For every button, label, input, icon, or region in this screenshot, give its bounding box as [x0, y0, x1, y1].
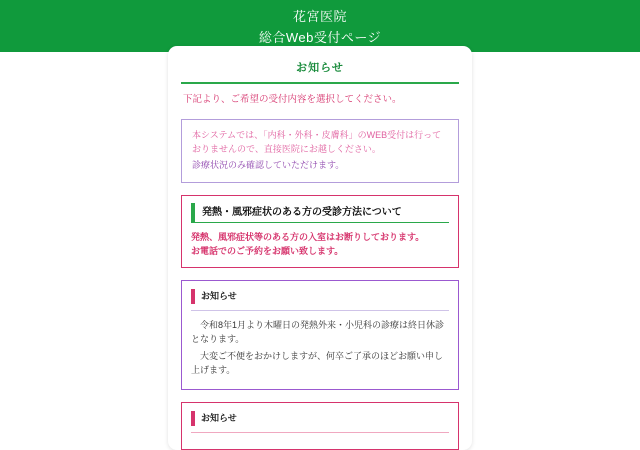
site-header	[0, 0, 640, 52]
info-block-1-body	[191, 318, 449, 377]
fever-section	[181, 195, 459, 268]
fever-section-title: 発熱・風邪症状のある方の受診方法について	[191, 203, 449, 223]
lead-text: 下記より、ご希望の受付内容を選択してください。	[183, 94, 402, 105]
notice-heading: お知らせ	[181, 56, 459, 84]
info-block-1-line1: 令和8年1月より木曜日の発熱外来・小児科の診療は終日休診となります。	[191, 320, 445, 344]
page-subtitle: 総合Web受付ページ	[258, 30, 382, 45]
info-block-2	[181, 402, 459, 450]
system-notice-line2: 診療状況のみ確認していただけます。	[192, 160, 345, 170]
notice-card	[168, 46, 472, 450]
fever-line-2: お電話でのご予約をお願い致します。	[191, 246, 344, 256]
fever-line-1: 発熱、風邪症状等のある方の入室はお断りしております。	[191, 232, 425, 242]
clinic-name: 花宮医院	[292, 9, 347, 24]
info-block-2-divider	[191, 432, 449, 433]
system-notice-line1: 本システムでは、「内科・外科・皮膚科」のWEB受付は行っておりませんので、直接医院にお越しください。	[192, 130, 442, 154]
system-notice-box	[181, 119, 459, 183]
info-block-1	[181, 280, 459, 390]
info-block-2-tag: お知らせ	[191, 411, 237, 426]
info-block-1-divider	[191, 310, 449, 311]
info-block-1-tag: お知らせ	[191, 289, 237, 304]
info-block-1-line2: 大変ご不便をおかけしますが、何卒ご了承のほどお願い申し上げます。	[191, 351, 444, 375]
